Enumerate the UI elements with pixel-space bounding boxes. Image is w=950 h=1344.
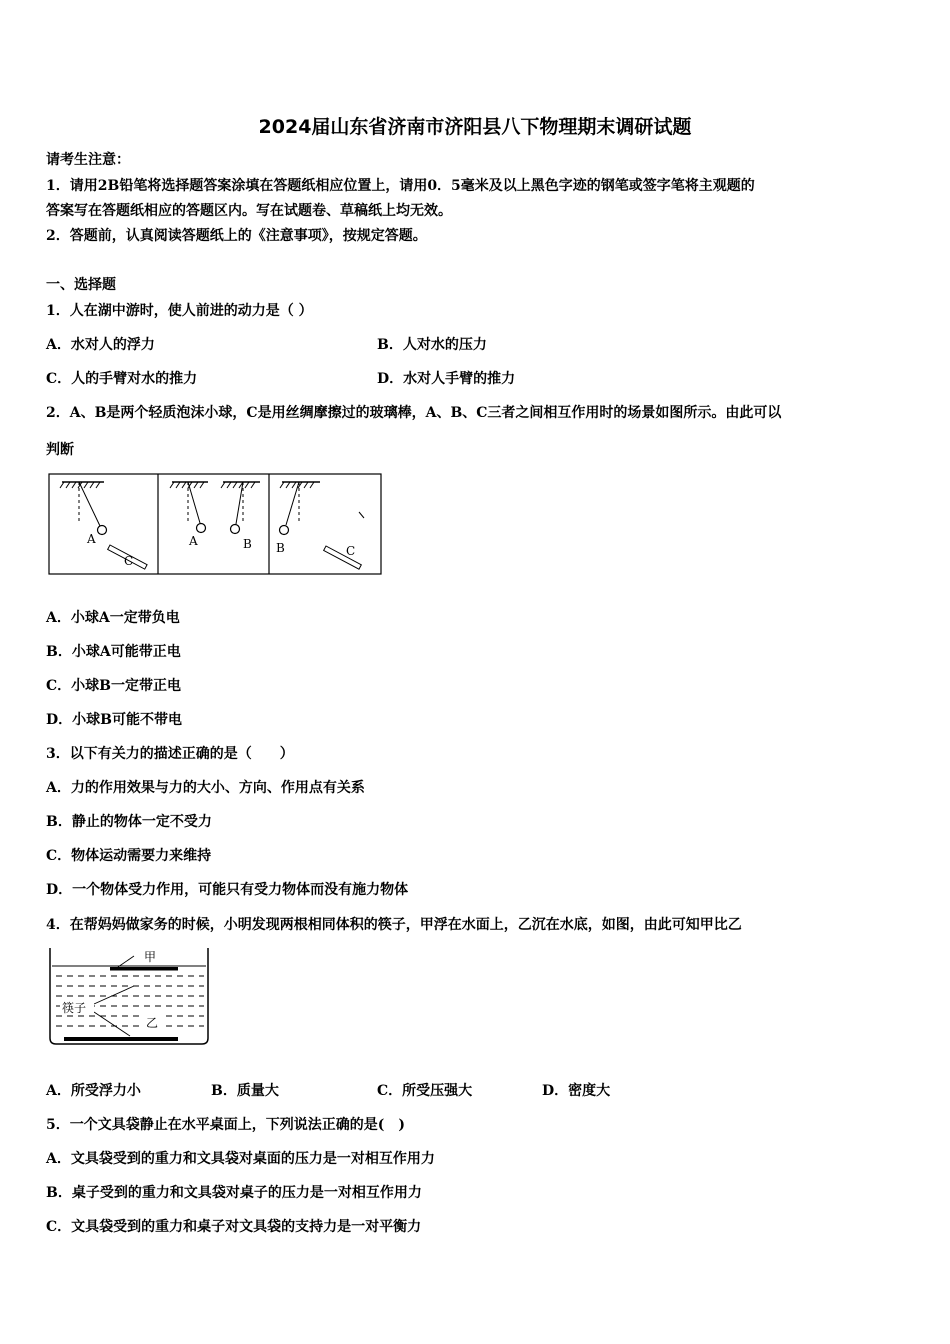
q4-chopstick-jia: [110, 967, 178, 971]
q2-option-a: A．小球A一定带负电: [46, 610, 180, 626]
q1-option-b: B．人对水的压力: [377, 337, 487, 353]
q3-option-d: D．一个物体受力作用，可能只有受力物体而没有施力物体: [46, 882, 409, 898]
q4-option-a: A．所受浮力小: [46, 1083, 141, 1099]
q4-label-jia: 甲: [144, 950, 157, 964]
page-title: 2024届山东省济南市济阳县八下物理期末调研试题: [258, 116, 692, 138]
q2-fig1-label-a: A: [87, 532, 96, 546]
q5-option-c: C．文具袋受到的重力和桌子对文具袋的支持力是一对平衡力: [46, 1219, 422, 1235]
q3-option-b: B．静止的物体一定不受力: [46, 814, 212, 830]
q4-label-yi: 乙: [146, 1016, 159, 1030]
q3-stem: 3．以下有关力的描述正确的是（ ）: [46, 746, 294, 762]
q2-fig1-label-c: C: [124, 554, 134, 568]
q2-stem-line-2: 判断: [46, 442, 74, 458]
q2-figure: [46, 472, 384, 578]
notice-line-3: 2．答题前，认真阅读答题纸上的《注意事项》，按规定答题。: [46, 228, 427, 244]
q2-option-d: D．小球B可能不带电: [46, 712, 182, 728]
q4-label-kuaizi: 筷子: [62, 1001, 87, 1015]
q1-option-c: C．人的手臂对水的推力: [46, 371, 198, 387]
q4-chopstick-yi: [64, 1037, 178, 1041]
q1-option-a: A．水对人的浮力: [46, 337, 155, 353]
q5-option-a: A．文具袋受到的重力和文具袋对桌面的压力是一对相互作用力: [46, 1151, 435, 1167]
q3-option-c: C．物体运动需要力来维持: [46, 848, 212, 864]
notice-heading: 请考生注意：: [46, 152, 130, 168]
q2-fig3-label-b: B: [276, 541, 285, 555]
q2-stem-line-1: 2．A、B是两个轻质泡沫小球，C是用丝绸摩擦过的玻璃棒，A、B、C三者之间相互作用时的场景如图所示。由此可以: [46, 405, 782, 421]
q1-stem: 1．人在湖中游时，使人前进的动力是（ ）: [46, 303, 313, 319]
q4-option-c: C．所受压强大: [377, 1083, 473, 1099]
q2-panel-1: [60, 482, 147, 569]
section-heading: 一、选择题: [46, 277, 116, 293]
q4-stem: 4．在帮妈妈做家务的时候，小明发现两根相同体积的筷子，甲浮在水面上，乙沉在水底，如图，由此可知甲比乙: [46, 917, 742, 933]
q2-fig3-label-c: C: [346, 544, 356, 558]
q4-option-b: B．质量大: [211, 1083, 279, 1099]
q4-container: [50, 948, 208, 1044]
q2-option-b: B．小球A可能带正电: [46, 644, 181, 660]
q4-figure: [46, 946, 212, 1048]
q2-option-c: C．小球B一定带正电: [46, 678, 181, 694]
q2-fig2-label-b: B: [243, 537, 252, 551]
q5-stem: 5．一个文具袋静止在水平桌面上，下列说法正确的是( ): [46, 1117, 405, 1133]
q3-option-a: A．力的作用效果与力的大小、方向、作用点有关系: [46, 780, 365, 796]
q1-option-d: D．水对人手臂的推力: [377, 371, 516, 387]
q5-option-b: B．桌子受到的重力和文具袋对桌子的压力是一对相互作用力: [46, 1185, 422, 1201]
q2-fig2-label-a: A: [189, 534, 198, 548]
q2-panel-2: [170, 482, 260, 551]
notice-line-1: 1．请用2B铅笔将选择题答案涂填在答题纸相应位置上，请用0．5毫米及以上黑色字迹的钢笔或签字笔将主观题的: [46, 178, 755, 194]
notice-line-2: 答案写在答题纸相应的答题区内。写在试题卷、草稿纸上均无效。: [46, 203, 452, 219]
q2-panel-3: [276, 482, 364, 569]
q4-option-d: D．密度大: [542, 1083, 611, 1099]
